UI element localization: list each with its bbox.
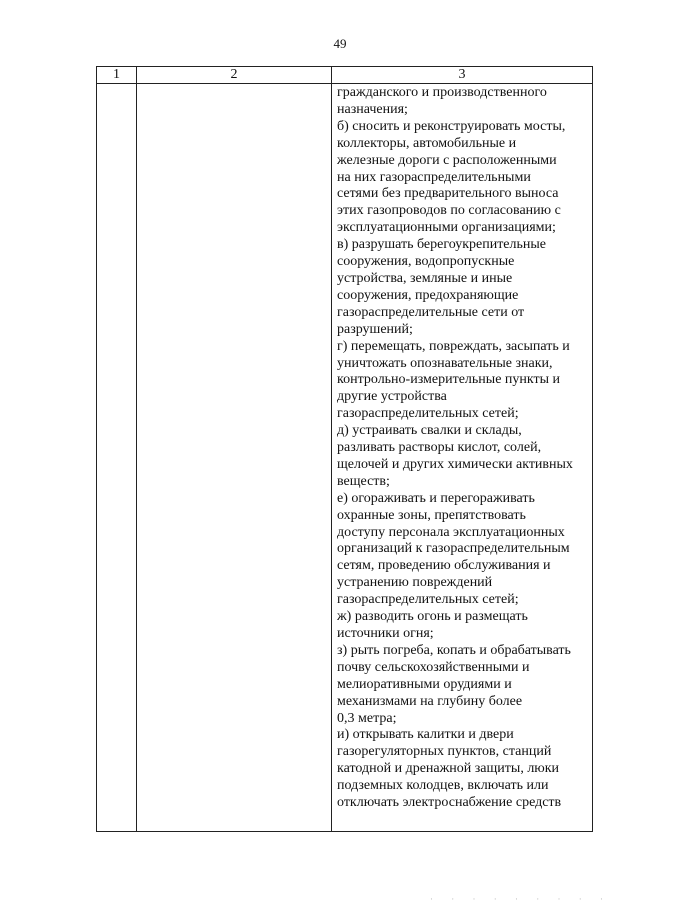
- text-line: контрольно-измерительные пункты и: [337, 372, 561, 388]
- text-line: механизмами на глубину более: [337, 693, 523, 709]
- text-line: разрушений;: [337, 321, 413, 337]
- text-line: катодной и дренажной защиты, люки: [337, 761, 560, 777]
- text-line: другие устройства: [337, 389, 447, 405]
- column-1-cell: [97, 84, 137, 832]
- text-line: этих газопроводов по согласованию с: [337, 203, 561, 219]
- column-header-1: 1: [97, 67, 137, 84]
- text-line: ж) разводить огонь и размещать: [337, 609, 528, 625]
- document-table: [96, 66, 593, 832]
- text-line: гражданского и производственного: [337, 85, 547, 100]
- text-line: сооружения, предохраняющие: [337, 287, 519, 303]
- text-line: устранению повреждений: [337, 575, 493, 591]
- text-line: сетями без предварительного выноса: [337, 186, 559, 202]
- table-header-row: [97, 67, 593, 84]
- text-line: организаций к газораспределительным: [337, 541, 570, 557]
- column-2-cell: [137, 84, 332, 832]
- text-line: отключать электроснабжение средств: [337, 795, 562, 811]
- text-line: на них газораспределительными: [337, 169, 531, 185]
- text-line: б) сносить и реконструировать мосты,: [337, 118, 566, 134]
- page-number: 49: [333, 36, 347, 51]
- column-3-cell: [332, 84, 593, 832]
- column-3-text: [337, 85, 588, 812]
- text-line: е) огораживать и перегораживать: [337, 490, 535, 506]
- text-line: железные дороги с расположенными: [337, 152, 557, 168]
- text-line: мелиоративными орудиями и: [337, 676, 512, 692]
- text-line: газораспределительные сети от: [337, 304, 525, 320]
- text-line: газорегуляторных пунктов, станций: [337, 744, 552, 760]
- text-line: д) устраивать свалки и склады,: [337, 423, 522, 439]
- text-line: источники огня;: [337, 626, 434, 641]
- text-line: коллекторы, автомобильные и: [337, 135, 517, 151]
- text-line: г) перемещать, повреждать, засыпать и: [337, 338, 570, 354]
- text-line: подземных колодцев, включать или: [337, 778, 549, 794]
- text-line: уничтожать опознавательные знаки,: [337, 355, 553, 371]
- text-line: устройства, земляные и иные: [337, 270, 513, 286]
- text-line: почву сельскохозяйственными и: [337, 659, 530, 675]
- text-line: щелочей и других химически активных: [337, 456, 573, 472]
- text-line: веществ;: [337, 473, 390, 489]
- text-line: разливать растворы кислот, солей,: [337, 440, 542, 456]
- column-header-2: 2: [137, 67, 332, 84]
- text-line: газораспределительных сетей;: [337, 592, 519, 608]
- text-line: сооружения, водопропускные: [337, 254, 515, 270]
- text-line: назначения;: [337, 101, 408, 117]
- column-header-3: 3: [332, 67, 593, 84]
- text-line: сетям, проведению обслуживания и: [337, 558, 551, 574]
- scan-artifact: · · · · · · · · ·: [430, 894, 611, 904]
- text-line: эксплуатационными организациями;: [337, 220, 556, 236]
- text-line: 0,3 метра;: [337, 710, 397, 726]
- text-line: доступу персонала эксплуатационных: [337, 524, 565, 540]
- text-line: газораспределительных сетей;: [337, 406, 519, 422]
- text-line: з) рыть погреба, копать и обрабатывать: [337, 642, 571, 658]
- text-line: и) открывать калитки и двери: [337, 727, 514, 743]
- text-line: в) разрушать берегоукрепительные: [337, 237, 547, 253]
- text-line: охранные зоны, препятствовать: [337, 507, 526, 523]
- table-row: [97, 84, 593, 832]
